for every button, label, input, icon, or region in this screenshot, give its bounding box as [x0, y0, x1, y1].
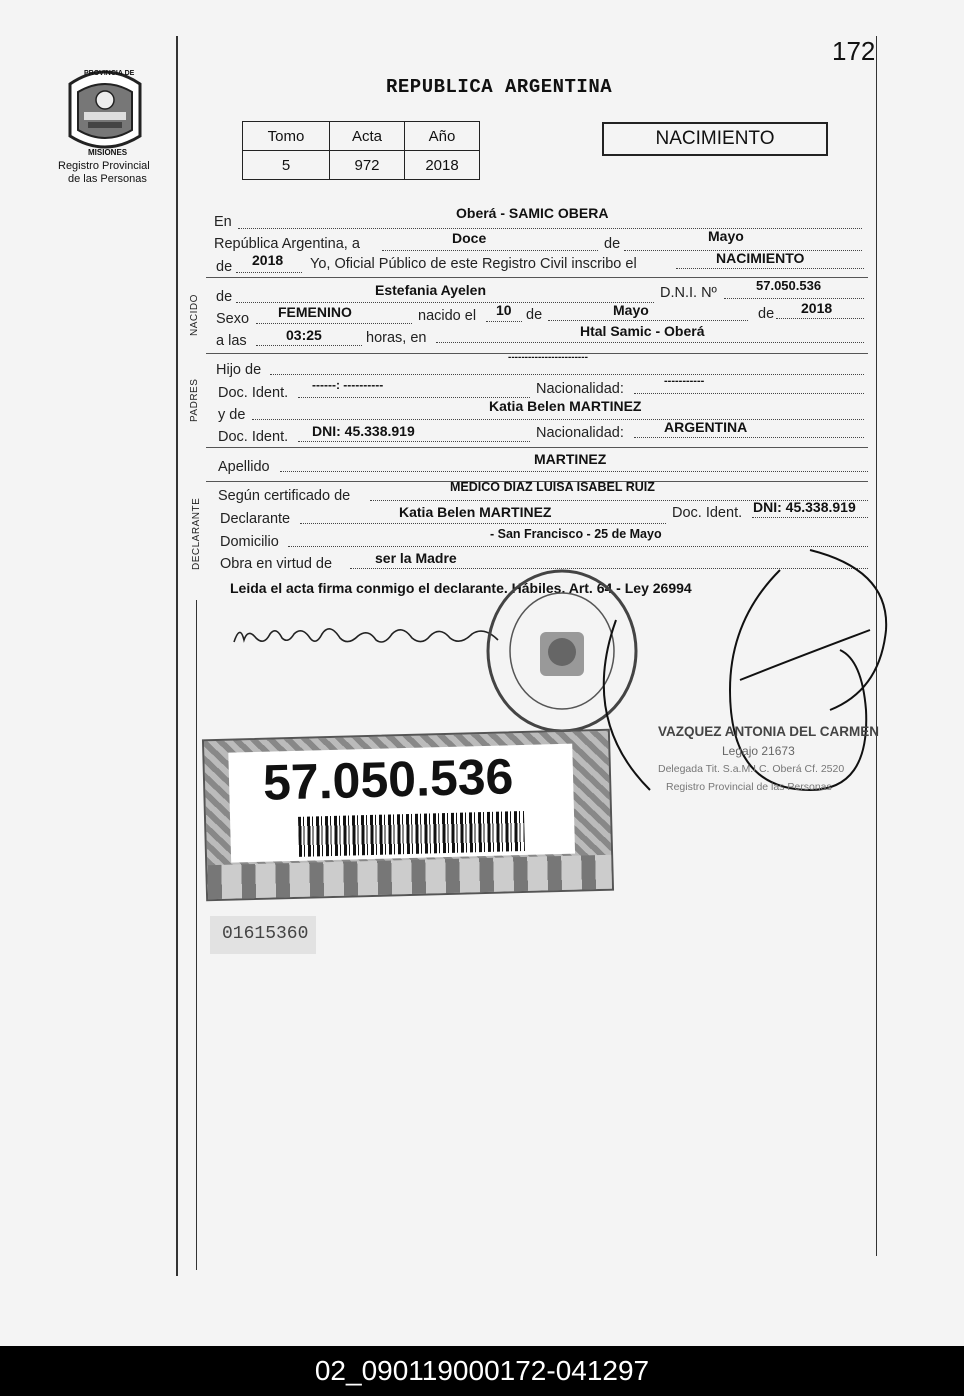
- official-legajo: Legajo 21673: [722, 744, 795, 758]
- page-number: 172: [832, 36, 876, 66]
- official-line3: Delegada Tit. S.a.M.I.C. Oberá Cf. 2520: [658, 763, 845, 775]
- obra-value: ser la Madre: [375, 550, 457, 566]
- table-value-acta: 972: [330, 151, 405, 180]
- register-table: [242, 121, 480, 180]
- document-type-box: [602, 122, 828, 156]
- declarante-doc-value: DNI: 45.338.919: [753, 499, 856, 515]
- nacido-side-label: NACIDO: [189, 294, 200, 336]
- dni-line: [724, 298, 864, 299]
- official-name: VAZQUEZ ANTONIA DEL CARMEN: [658, 724, 880, 739]
- nacido-de-label-3: de: [758, 306, 775, 322]
- certificado-value: MEDICO DIAZ LUISA ISABEL RUIZ: [450, 480, 655, 494]
- dni-value: 57.050.536: [756, 278, 822, 293]
- mother-value: Katia Belen MARTINEZ: [489, 398, 642, 414]
- sexo-value: FEMENINO: [278, 304, 352, 320]
- mother-line: [252, 419, 864, 420]
- padres-side-label: PADRES: [189, 378, 200, 422]
- birth-month-line: [548, 320, 748, 321]
- nacido-de-label-2: de: [526, 307, 543, 323]
- horas-en-label: horas, en: [366, 330, 427, 346]
- declarante-line: [300, 523, 666, 524]
- father-nat-label: Nacionalidad:: [536, 381, 624, 397]
- footer-bar: [0, 1346, 964, 1396]
- mother-nat-label: Nacionalidad:: [536, 425, 624, 441]
- father-nat-line: [634, 393, 864, 394]
- father-doc-label: Doc. Ident.: [218, 385, 289, 401]
- official-signature: [590, 540, 900, 820]
- apellido-label: Apellido: [218, 459, 270, 475]
- domicilio-value: - San Francisco - 25 de Mayo: [490, 527, 662, 541]
- inscribe-value: NACIMIENTO: [716, 250, 805, 266]
- nacido-name-value: Estefania Ayelen: [375, 282, 487, 298]
- birth-year-value: 2018: [801, 300, 833, 316]
- father-value: ------------------------: [508, 352, 588, 363]
- official-text: Yo, Oficial Público de este Registro Civil inscribo el: [310, 256, 637, 272]
- left-inner-line: [196, 600, 197, 1270]
- nacido-el-label: nacido el: [418, 308, 477, 324]
- en-value: Oberá - SAMIC OBERA: [456, 205, 609, 221]
- sexo-line: [256, 323, 412, 324]
- sticker-barcode: [298, 811, 525, 857]
- mother-doc-value: DNI: 45.338.919: [312, 423, 415, 439]
- dni-label: D.N.I. Nº: [660, 285, 717, 301]
- table-header-acta: Acta: [330, 122, 405, 151]
- declarante-doc-line: [752, 517, 868, 518]
- registry-line1: Registro Provincial: [58, 160, 150, 172]
- obra-label: Obra en virtud de: [220, 556, 333, 572]
- nacido-name-line: [236, 302, 654, 303]
- logo-text-bottom: MISIONES: [88, 148, 128, 157]
- serial-stamp: [210, 916, 316, 954]
- official-line4: Registro Provincial de las Personas: [666, 781, 832, 793]
- apellido-line: [280, 471, 868, 472]
- de-label: de: [604, 236, 621, 252]
- mother-doc-label: Doc. Ident.: [218, 429, 289, 445]
- year-line: [236, 272, 302, 273]
- day-value: Doce: [452, 230, 487, 246]
- hour-line: [256, 345, 362, 346]
- table-value-anio: 2018: [405, 151, 480, 180]
- serial-number: 01615360: [222, 924, 309, 944]
- declarant-signature: [230, 616, 510, 656]
- republica-label: República Argentina, a: [214, 236, 360, 252]
- table-header-tomo: Tomo: [243, 122, 330, 151]
- mother-nat-value: ARGENTINA: [664, 419, 748, 435]
- a-las-label: a las: [216, 333, 247, 349]
- section-divider-3: [206, 447, 868, 448]
- year-label: de: [216, 259, 233, 275]
- place-value: Htal Samic - Oberá: [580, 323, 705, 339]
- declarante-value: Katia Belen MARTINEZ: [399, 504, 552, 520]
- father-line: [270, 374, 864, 375]
- day-line: [382, 250, 598, 251]
- month-value: Mayo: [708, 228, 744, 244]
- table-header-anio: Año: [405, 122, 480, 151]
- province-logo: [62, 66, 148, 162]
- father-nat-value: -----------: [664, 375, 705, 387]
- left-margin-line: [176, 36, 178, 1276]
- footer-code: 02_090119000172-041297: [314, 1355, 650, 1386]
- hour-value: 03:25: [286, 327, 322, 343]
- hijo-de-label: Hijo de: [216, 362, 262, 378]
- sexo-label: Sexo: [216, 311, 250, 327]
- registry-line2: de las Personas: [68, 173, 147, 185]
- certificado-label: Según certificado de: [218, 488, 351, 504]
- y-de-label: y de: [218, 407, 246, 423]
- table-value-tomo: 5: [243, 151, 330, 180]
- place-line: [436, 342, 864, 343]
- en-label: En: [214, 214, 232, 230]
- apellido-value: MARTINEZ: [534, 451, 607, 467]
- birth-day-line: [486, 321, 522, 322]
- sticker-number: 57.050.536: [262, 748, 515, 811]
- en-line: [238, 228, 862, 229]
- mother-doc-line: [298, 441, 530, 442]
- declarante-label: Declarante: [220, 511, 291, 527]
- inscribe-line: [676, 268, 864, 269]
- closing-text: Leida el acta firma conmigo el declarante. Hábiles. Art. 64 - Ley 26994: [230, 580, 692, 596]
- birth-month-value: Mayo: [613, 302, 649, 318]
- year-value: 2018: [252, 252, 284, 268]
- declarante-side-label: DECLARANTE: [191, 497, 202, 570]
- birth-day-value: 10: [496, 302, 512, 318]
- barcode-sticker: [202, 729, 614, 902]
- father-doc-value: ------: ----------: [312, 378, 384, 392]
- logo-text-top: PROVINCIA DE: [84, 70, 135, 77]
- domicilio-label: Domicilio: [220, 534, 279, 550]
- birth-year-line: [776, 318, 864, 319]
- document-title: REPUBLICA ARGENTINA: [386, 76, 613, 98]
- nacido-de-label: de: [216, 289, 233, 305]
- declarante-doc-label: Doc. Ident.: [672, 505, 743, 521]
- mother-nat-line: [634, 437, 864, 438]
- document-type: NACIMIENTO: [655, 128, 775, 149]
